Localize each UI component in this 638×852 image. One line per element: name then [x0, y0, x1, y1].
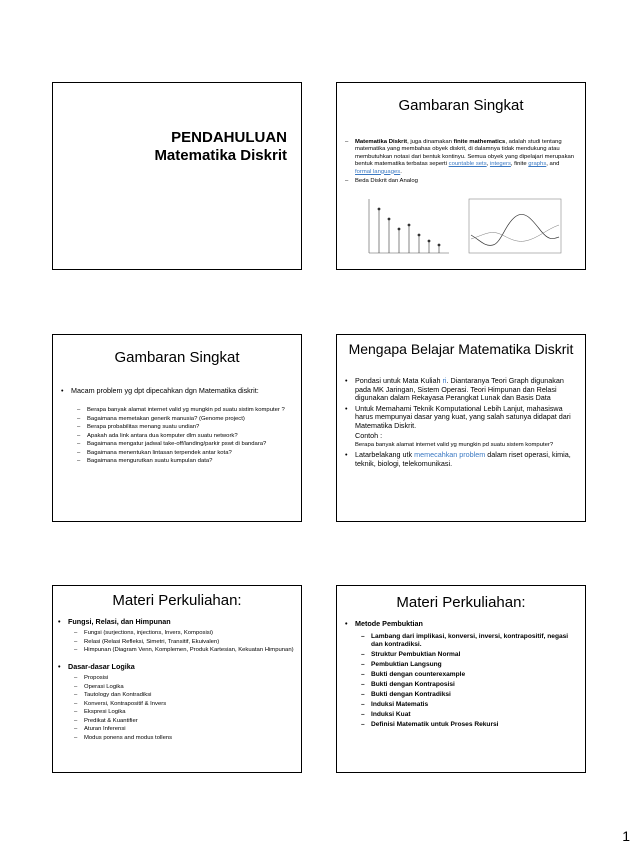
list-item: – Bagaimana memetakan generik manusia? (Genome project): [77, 416, 287, 423]
list-item: – Bagaimana mengatur jadwal take-off/landing/parkir pswt di bandara?: [77, 441, 287, 448]
list-item: – Tautology dan Kontradiksi: [74, 692, 295, 699]
list-item: – Berapa probabilitas menang suatu undian?: [77, 424, 287, 431]
list-item: – Aturan Inferensi: [74, 726, 295, 733]
slide-2-bullet-2: – Beda Diskrit dan Analog: [345, 178, 575, 185]
highlight-text: memecahkan problem: [414, 450, 486, 460]
slide-5: [52, 585, 302, 773]
slide-3-bullets: [61, 387, 289, 398]
text-span: , finite: [510, 161, 529, 168]
text-span: , adalah studi tentang matematika yang membahas obyek diskrit, di dalamnya tidak mendukung atau membutuhkan notasi dari bentuk kontinyu. Semua obyek yang dipelajari merupakan bentuk matematika terbatas seperti: [355, 139, 575, 168]
slide-4-bullet-3: [345, 451, 577, 468]
list-item: – Definisi Matematik untuk Proses Rekursi: [361, 721, 577, 729]
list-item: – Berapa banyak alamat internet valid yg mungkin pd suatu sistim komputer ?: [77, 407, 287, 414]
slide-2-title: Gambaran Singkat: [398, 97, 524, 114]
list-item: – Lambang dari implikasi, konversi, inversi, kontrapositif, negasi dan kontradiksi.: [361, 633, 577, 649]
slide-2-bullet-1: [345, 139, 575, 176]
list-item: – Bukti dengan Kontradiksi: [361, 691, 577, 699]
slide-4: [336, 334, 586, 522]
slide-4-bullets: [345, 377, 577, 470]
list-item: – Bukti dengan counterexample: [361, 671, 577, 679]
slide-5-sub-bullets-2: [74, 675, 295, 743]
list-item: – Bagaimana menentukan lintasan terpendek antar kota?: [77, 450, 287, 457]
text-span: Pondasi untuk Mata Kuliah: [355, 376, 443, 385]
slide-4-bullet-1: [345, 377, 577, 403]
link-countable-sets[interactable]: countable sets: [448, 161, 487, 168]
list-item: – Bukti dengan Kontraposisi: [361, 681, 577, 689]
text-span: , juga dinamakan: [407, 139, 454, 145]
slide-5-title: Materi Perkuliahan:: [112, 592, 242, 609]
text-span: , and: [546, 161, 560, 168]
list-item: – Himpunan (Diagram Venn, Komplemen, Produk Kartesian, Kekuatan Himpunan): [74, 647, 295, 654]
link-graphs[interactable]: graphs: [528, 161, 547, 168]
slide-4-bullet-2: [345, 405, 577, 449]
discrete-plot: [369, 199, 449, 253]
slide-1-title-line2: Matematika Diskrit: [154, 147, 287, 164]
slide-6-bullet-1: • Metode Pembuktian: [345, 620, 577, 629]
slide-3: [52, 334, 302, 522]
list-item: – Relasi (Relasi Refleksi, Simetri, Transitif, Ekuivalen): [74, 639, 295, 646]
slide-6-sub-bullets: [361, 633, 577, 731]
list-item: – Operasi Logika: [74, 684, 295, 691]
text-span: dalam riset operasi, kimia, teknik, biologi, telekomunikasi.: [355, 450, 571, 468]
text-span: ,: [486, 161, 490, 168]
list-item: – Induksi Matematis: [361, 701, 577, 709]
list-item: – Ekspresi Logika: [74, 709, 295, 716]
slide-3-sub-bullets: [77, 407, 287, 467]
page-number: 1: [622, 828, 630, 844]
text-span: Untuk Memahami Teknik Komputational Lebih Lanjut, mahasiswa harus mempunyai dasar yang kuat, yang salah satunya didapat dari Matematika Diskrit.: [355, 403, 571, 430]
slide-6-title: Materi Perkuliahan:: [396, 594, 526, 611]
slide-5-bullet-2: • Dasar-dasar Logika: [58, 663, 295, 672]
slide-5-bullets: [58, 618, 295, 629]
slide-5-bullet-1: • Fungsi, Relasi, dan Himpunan: [58, 618, 295, 627]
discrete-vs-analog-figure: [357, 195, 569, 259]
link-formal-languages[interactable]: formal languages: [355, 168, 401, 175]
text-span: Latarbelakang utk: [355, 450, 415, 460]
slide-3-bullet-1: • Macam problem yg dpt dipecahkan dgn Matematika diskrit:: [61, 387, 289, 396]
slide-4-title: Mengapa Belajar Matematika Diskrit: [348, 341, 574, 357]
link-integers[interactable]: integers: [489, 161, 511, 168]
contoh-label: Contoh :: [355, 430, 383, 440]
term-finite-mathematics: finite mathematics: [453, 139, 506, 145]
text-span: .: [400, 168, 402, 175]
slide-5-sub-bullets-1: [74, 630, 295, 656]
list-item: – Pembuktian Langsung: [361, 661, 577, 669]
slide-2: [336, 82, 586, 270]
slide-3-title: Gambaran Singkat: [114, 349, 240, 366]
list-item: – Modus ponens and modus tollens: [74, 735, 295, 742]
slide-2-bullets: [345, 139, 575, 187]
list-item: – Struktur Pembuktian Normal: [361, 651, 577, 659]
text-span: . Diantaranya Teori Graph digunakan pada MK Jaringan, Sistem Operasi. Teori Himpunan dan Relasi digunakan dalam Rekayasa Perangkat Lunak dan Basis Data: [355, 376, 564, 403]
term-matematika-diskrit: Matematika Diskrit: [355, 139, 408, 145]
slide-5-bullets-2: [58, 663, 295, 674]
list-item: – Bagaimana mengurutkan suatu kumpulan data?: [77, 458, 287, 465]
list-item: – Predikat & Kuantifier: [74, 718, 295, 725]
slide-1-title-line1: PENDAHULUAN: [171, 129, 287, 146]
list-item: – Induksi Kuat: [361, 711, 577, 719]
slide-1: [52, 82, 302, 270]
list-item: – Konversi, Kontrapositif & Invers: [74, 701, 295, 708]
list-item: – Proposisi: [74, 675, 295, 682]
list-item: – Fungsi (surjections, injections, Invers, Komposisi): [74, 630, 295, 637]
slide-6: [336, 585, 586, 773]
slide-1-title: [93, 129, 287, 165]
list-item: – Apakah ada link antara dua komputer dlm suatu network?: [77, 433, 287, 440]
highlight-text: ri: [442, 376, 447, 385]
contoh-text: Berapa banyak alamat internet valid yg mungkin pd suatu sistem komputer?: [355, 442, 554, 449]
analog-plot: [469, 199, 561, 253]
slide-6-bullets: [345, 620, 577, 631]
